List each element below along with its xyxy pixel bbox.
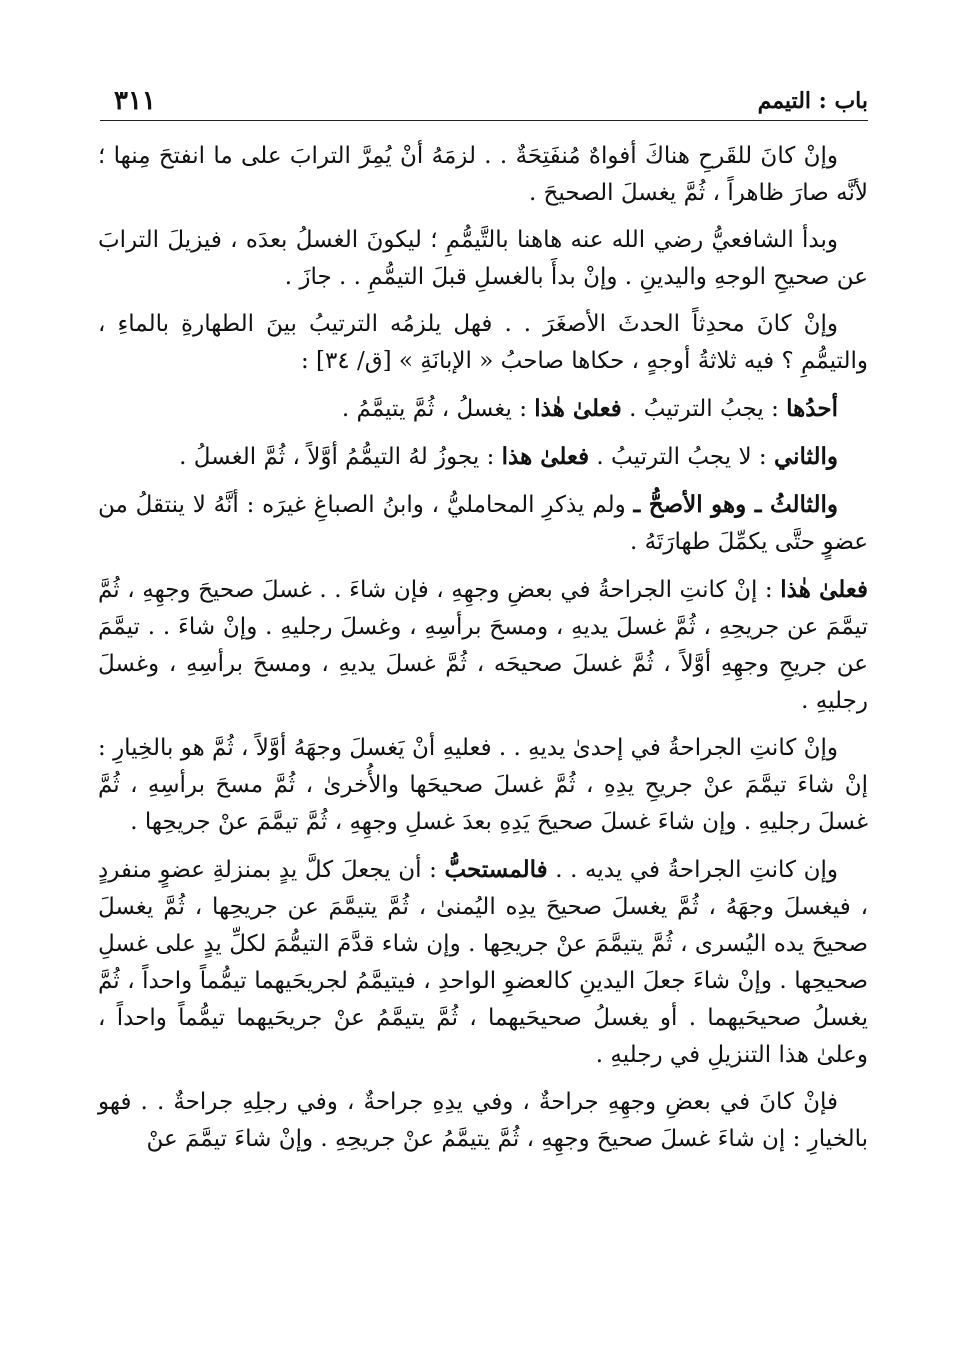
body-text — [98, 138, 868, 1168]
paragraph-text: : لا يجبُ الترتيبُ . — [589, 444, 774, 470]
paragraph-text: وإنْ كانَ محدِثاً الحدثَ الأصغَرَ . . فهل يلزمُه الترتيبُ بينَ الطهارةِ بالماءِ ، والتيمُّمِ ؟ فيه ثلاثةُ أوجهٍ ، حكاها صاحبُ « الإبانَةِ » [ق/ ٣٤] : — [98, 311, 868, 374]
paragraph-text: وإن كانتِ الجراحةُ في يديه . . — [547, 857, 838, 883]
paragraph-1 — [98, 138, 868, 212]
paragraph-8 — [98, 730, 868, 841]
paragraph-text: : يجبُ الترتيبُ . — [621, 396, 787, 422]
paragraph-6 — [98, 486, 868, 561]
running-title: باب : التيمم — [757, 88, 868, 114]
paragraph-9 — [98, 851, 868, 1074]
paragraph-3 — [98, 306, 868, 380]
paragraph-text: ولم يذكرِ المحامليُّ ، وابنُ الصباغِ غيرَه : أنَّهُ لا ينتقلُ من عضوٍ حتَّى يكمِّلَ طهارَتَهُ . — [98, 492, 868, 555]
page-number: ٣١١ — [114, 86, 156, 116]
paragraph-text: : يجوزُ لهُ التيمُّمُ أوَّلاً ، ثُمَّ الغسلُ . — [179, 444, 502, 470]
paragraph-5 — [98, 438, 868, 476]
paragraph-text: فإنْ كانَ في بعضِ وجهِهِ جراحةٌ ، وفي يدِهِ جراحةٌ ، وفي رجلِهِ جراحةٌ . . فهو بالخيارِ : إن شاءَ غسلَ صحيحَ وجهِهِ ، ثُمَّ يتيمَّمُ عنْ جريحِهِ . وإنْ شاءَ تيمَّمَ عنْ — [98, 1089, 868, 1152]
paragraph-text: : يغسلُ ، ثُمَّ يتيمَّمُ . — [341, 396, 535, 422]
lead-term: فعلىٰ هٰذا — [534, 395, 622, 422]
paragraph-text: وإنْ كانتِ الجراحةُ في إحدىٰ يديهِ . . فعليهِ أنْ يَغسلَ وجهَهُ أوَّلاً ، ثُمَّ هو بالخِيارِ : إنْ شاءَ تيمَّمَ عنْ جريحِ يدِهِ ، ثُمَّ غسلَ صحيحَها والأُخرىٰ ، ثُمَّ مسحَ برأسِهِ ، ثُمَّ غسلَ رجليهِ . وإن شاءَ غسلَ صحيحَ يَدِهِ بعدَ غسلِ وجهِهِ ، ثُمَّ تيمَّمَ عنْ جريحِها . — [98, 735, 868, 835]
paragraph-10 — [98, 1084, 868, 1158]
paragraph-4 — [98, 390, 868, 428]
paragraph-text: : إنْ كانتِ الجراحةُ في بعضِ وجهِهِ ، فإن شاءَ . . غسلَ صحيحَ وجهِهِ ، ثُمَّ تيمَّمَ عن جريحِهِ ، ثُمَّ غسلَ يديهِ ، ومسحَ برأسِهِ ، وغسلَ رجليهِ . وإنْ شاءَ . . تيمَّمَ عن جريحِ وجهِهِ أوَّلاً ، ثُمَّ غسلَ صحيحَه ، ثُمَّ غسلَ يديهِ ، ومسحَ برأسِهِ ، وغسلَ رجليهِ . — [98, 577, 868, 714]
lead-term: والثالثُ ـ وهو الأصحُّ ـ — [633, 491, 838, 518]
paragraph-text: : أن يجعلَ كلَّ يدٍ بمنزلةِ عضوٍ منفردٍ ، فيغسلَ وجهَهُ ، ثُمَّ يغسلَ صحيحَ يدِه اليُمنىٰ ، ثُمَّ يتيمَّمَ عن جريحِها ، ثُمَّ يغسلَ صحيحَ يده اليُسرى ، ثُمَّ يتيمَّمَ عنْ جريحِها . وإن شاء قدَّمَ التيمُّمَ لكلِّ يدٍ على غسلِ صحيحِها . وإنْ شاءَ جعلَ اليدينِ كالعضوِ الواحدِ ، فيتيمَّمُ لجريحَيهما تيمُّماً واحداً ، ثُمَّ يغسلُ صحيحَيهما . أو يغسلُ صحيحَيهما ، ثُمَّ يتيمَّمُ عنْ جريحَيهما تيمُّماً واحداً ، وعلىٰ هذا التنزيلِ في رجليهِ . — [98, 857, 868, 1068]
paragraph-text: وإنْ كانَ للقَرحِ هناكَ أفواهٌ مُنفَتِحَةٌ . . لزمَهُ أنْ يُمِرَّ الترابَ على ما انفتحَ مِنها ؛ لأنَّه صارَ ظاهراً ، ثُمَّ يغسلَ الصحيحَ . — [98, 143, 868, 206]
paragraph-text: وبدأ الشافعيُّ رضي الله عنه هاهنا بالتَّيمُّمِ ؛ ليكونَ الغسلُ بعدَه ، فيزيلَ الترابَ عن صحيحِ الوجهِ واليدينِ . وإنْ بدأَ بالغسلِ قبلَ التيمُّمِ . . جازَ . — [98, 227, 868, 290]
lead-term: فعلىٰ هٰذا — [780, 576, 869, 603]
lead-term: فعلىٰ هذا — [501, 443, 590, 470]
lead-term: أحدُها — [786, 395, 838, 422]
page-header — [100, 86, 868, 121]
lead-term: والثاني — [773, 443, 838, 470]
paragraph-2 — [98, 222, 868, 296]
paragraph-7 — [98, 571, 868, 720]
lead-term: فالمستحبُّ — [444, 856, 548, 883]
